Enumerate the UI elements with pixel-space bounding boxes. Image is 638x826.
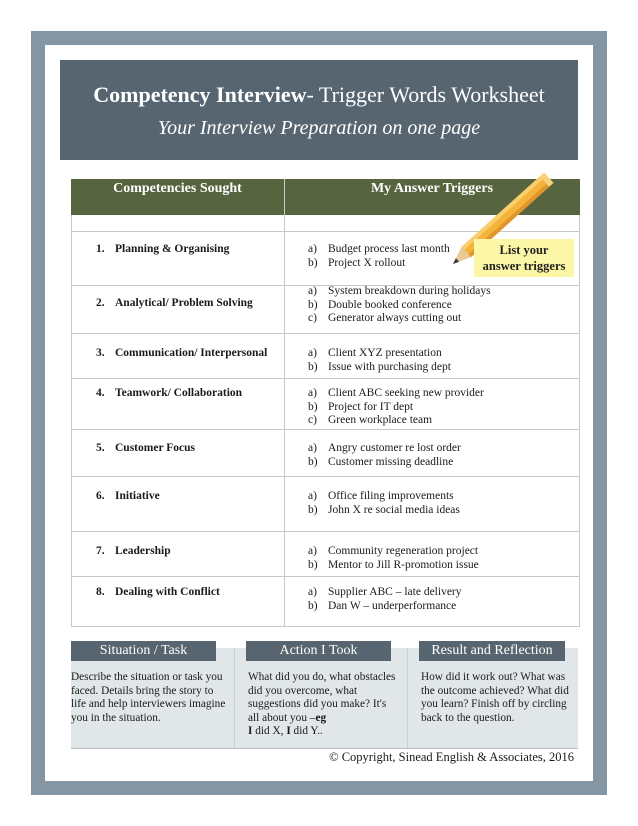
answer-trigger-item: a) Office filing improvements bbox=[308, 490, 454, 502]
answer-trigger-item: b) John X re social media ideas bbox=[308, 503, 460, 516]
answer-trigger-item: c) Green workplace team bbox=[308, 414, 433, 426]
note-line-1: List your bbox=[499, 243, 549, 257]
competency-label: 7. Leadership bbox=[96, 545, 171, 557]
answer-trigger-list bbox=[308, 586, 462, 613]
competency-label: 2. Analytical/ Problem Solving bbox=[96, 297, 253, 309]
header-competencies: Competencies Sought bbox=[113, 181, 242, 196]
answer-trigger-item: b) Project for IT dept bbox=[308, 400, 414, 413]
competency-label: 4. Teamwork/ Collaboration bbox=[96, 387, 243, 399]
header-answer-triggers: My Answer Triggers bbox=[370, 181, 494, 196]
answer-trigger-item: b) Double booked conference bbox=[308, 298, 452, 311]
page-subtitle: Your Interview Preparation on one page bbox=[157, 117, 481, 139]
row-separator bbox=[71, 429, 580, 430]
answer-trigger-item: c) Generator always cutting out bbox=[308, 312, 462, 324]
result-text: How did it work out? What was the outcome achieved? What did you learn? Finish off by circling back to the question. bbox=[421, 671, 569, 724]
row-separator bbox=[71, 476, 580, 477]
competency-label: 8. Dealing with Conflict bbox=[96, 586, 220, 598]
answer-trigger-item: b) Issue with purchasing dept bbox=[308, 360, 451, 373]
column-divider bbox=[284, 179, 285, 627]
competency-label: 3. Communication/ Interpersonal bbox=[96, 347, 268, 359]
action-tab: Action I Took bbox=[246, 641, 391, 661]
competency-label: 1. Planning & Organising bbox=[96, 243, 230, 255]
footer-divider bbox=[71, 748, 578, 749]
result-tab: Result and Reflection bbox=[419, 641, 565, 661]
page-title: Competency Interview- Trigger Words Worksheet bbox=[93, 82, 545, 107]
answer-trigger-item: a) Supplier ABC – late delivery bbox=[308, 586, 462, 598]
answer-trigger-list bbox=[308, 347, 451, 374]
answer-trigger-list bbox=[308, 545, 479, 572]
answer-trigger-list bbox=[308, 490, 460, 517]
answer-trigger-item: b) Dan W – underperformance bbox=[308, 599, 457, 612]
answer-trigger-list bbox=[308, 387, 484, 428]
row-separator bbox=[71, 576, 580, 577]
answer-trigger-list bbox=[308, 442, 461, 469]
note-line-2: answer triggers bbox=[482, 259, 566, 273]
answer-trigger-item: b) Project X rollout bbox=[308, 256, 406, 269]
answer-trigger-item: a) Client ABC seeking new provider bbox=[308, 387, 484, 399]
answer-trigger-item: b) Customer missing deadline bbox=[308, 455, 454, 468]
situation-text: Describe the situation or task you faced. Details bring the story to life and help interviewers imagine you in the situation. bbox=[71, 671, 226, 724]
header-banner bbox=[60, 60, 578, 160]
section-divider bbox=[234, 648, 235, 748]
row-separator bbox=[71, 378, 580, 379]
section-divider bbox=[407, 648, 408, 748]
sticky-note bbox=[474, 239, 574, 277]
answer-trigger-item: b) Mentor to Jill R-promotion issue bbox=[308, 558, 479, 571]
action-text: What did you do, what obstacles did you overcome, what suggestions did you make? It's all about you –eg I did X, I did Y.. bbox=[248, 671, 396, 737]
competency-label: 6. Initiative bbox=[96, 490, 160, 502]
answer-trigger-item: a) Angry customer re lost order bbox=[308, 442, 461, 454]
answer-trigger-item: a) Budget process last month bbox=[308, 243, 450, 255]
competency-label: 5. Customer Focus bbox=[96, 442, 195, 454]
answer-trigger-item: a) Community regeneration project bbox=[308, 545, 479, 557]
answer-trigger-item: a) Client XYZ presentation bbox=[308, 347, 442, 359]
situation-tab: Situation / Task bbox=[71, 641, 216, 661]
row-separator bbox=[71, 333, 580, 334]
answer-trigger-item: a) System breakdown during holidays bbox=[308, 285, 491, 297]
row-separator bbox=[71, 531, 580, 532]
answer-trigger-list bbox=[308, 285, 491, 326]
copyright-footer: © Copyright, Sinead English & Associates, 2016 bbox=[329, 750, 574, 764]
answer-trigger-list bbox=[308, 243, 450, 270]
